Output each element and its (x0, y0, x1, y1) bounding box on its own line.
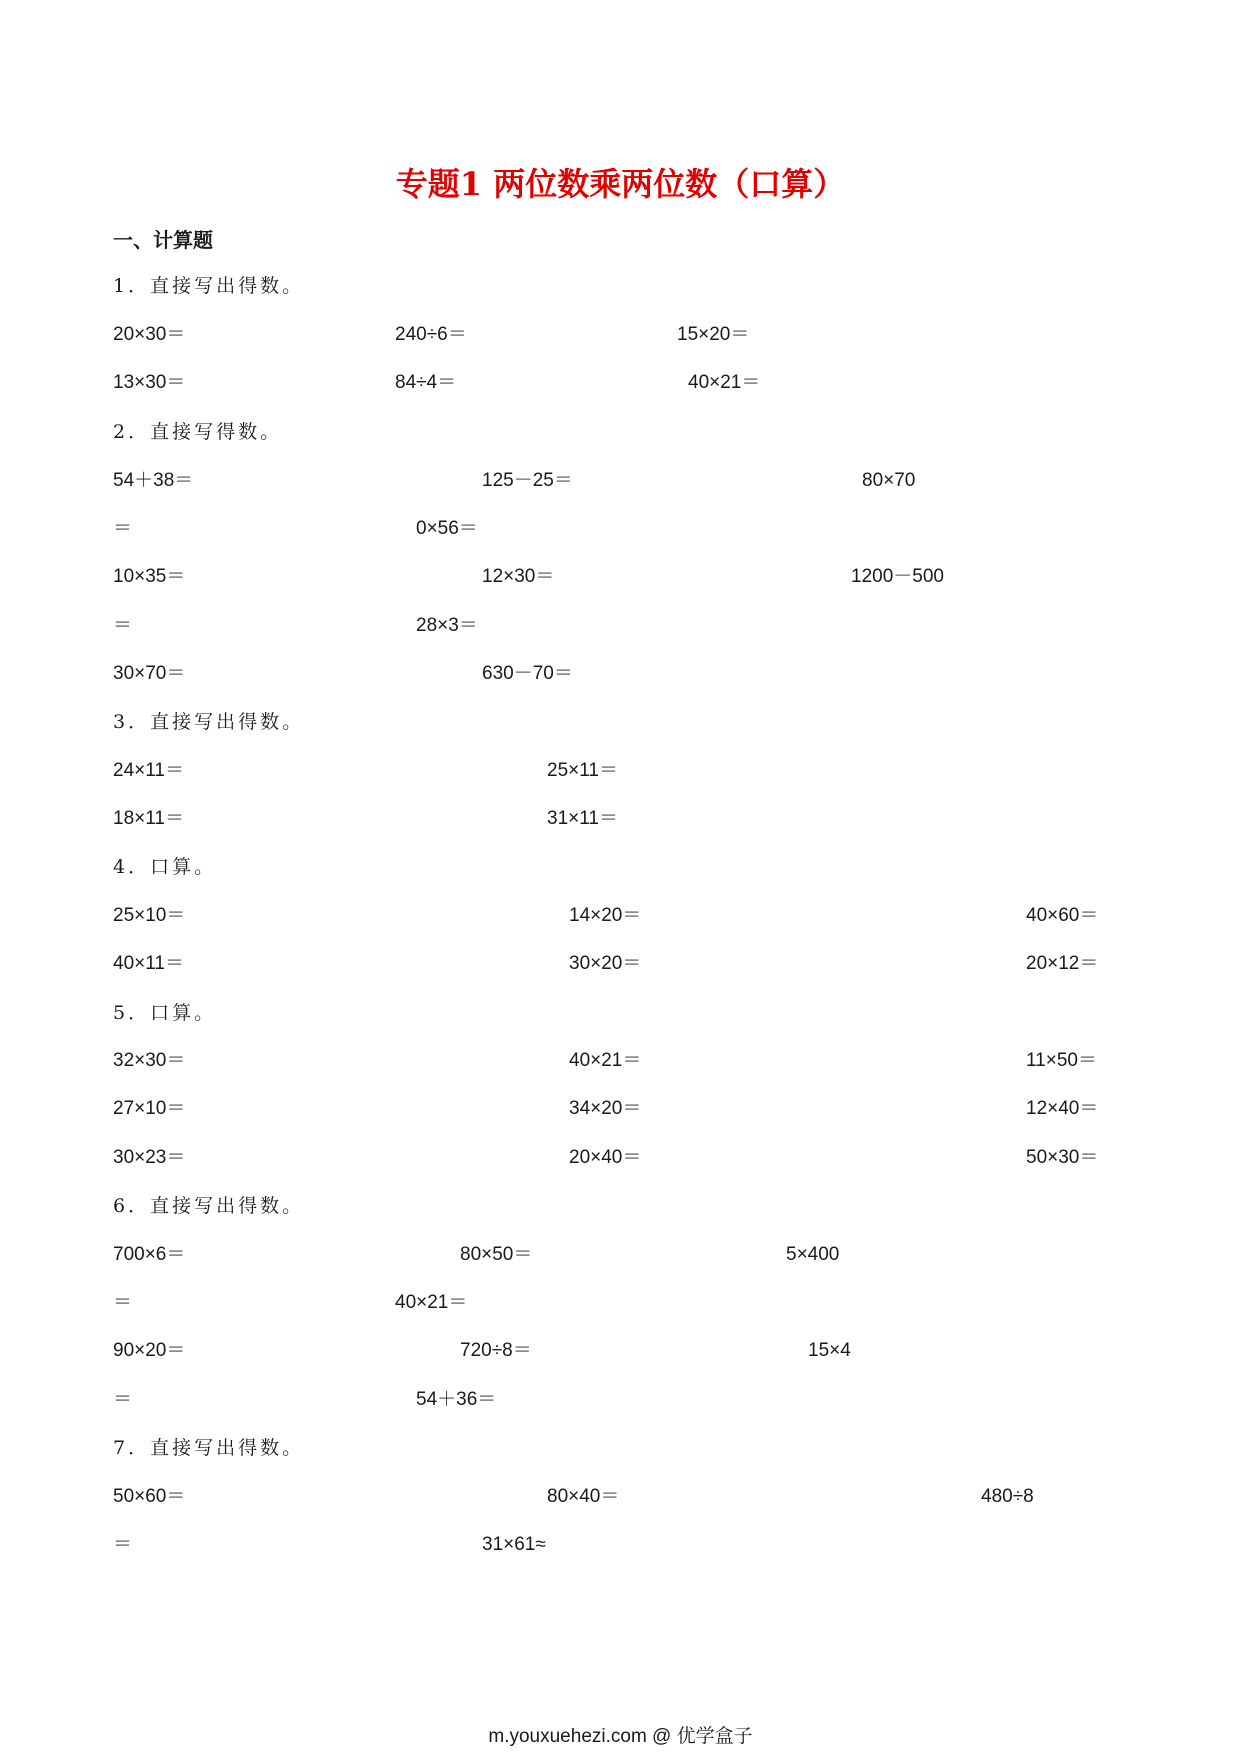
expression: 30×23＝ (113, 1147, 186, 1168)
expression: 50×30＝ (1026, 1147, 1099, 1168)
expression: 125－25＝ (482, 470, 573, 491)
expression: 13×30＝ (113, 372, 186, 393)
expression: 30×20＝ (569, 953, 642, 974)
footer-watermark: m.youxuehezi.com @ 优学盒子 (488, 1726, 753, 1747)
expression: 15×4 (808, 1340, 851, 1361)
expression: 700×6＝ (113, 1244, 186, 1265)
expression: 720÷8＝ (460, 1340, 532, 1361)
expression: ＝ (113, 615, 133, 636)
question-heading: 7．直接写出得数。 (113, 1437, 305, 1459)
expression: 28×3＝ (416, 615, 478, 636)
expression: 40×11＝ (113, 953, 184, 974)
expression: 18×11＝ (113, 808, 184, 829)
expression: 80×50＝ (460, 1244, 533, 1265)
expression: ＝ (113, 518, 133, 539)
question-heading: 1．直接写出得数。 (113, 275, 305, 297)
question-heading: 4．口算。 (113, 856, 217, 878)
expression: 34×20＝ (569, 1098, 642, 1119)
expression: 27×10＝ (113, 1098, 186, 1119)
expression: 0×56＝ (416, 518, 478, 539)
section-heading: 一、计算题 (113, 228, 213, 252)
expression: 31×11＝ (547, 808, 618, 829)
expression: 90×20＝ (113, 1340, 186, 1361)
expression: 5×400 (786, 1244, 840, 1265)
expression: 40×21＝ (688, 372, 761, 393)
expression: 20×12＝ (1026, 953, 1099, 974)
expression: 25×11＝ (547, 760, 618, 781)
expression: 480÷8 (981, 1486, 1034, 1507)
expression: 14×20＝ (569, 905, 642, 926)
expression: ＝ (113, 1292, 133, 1313)
expression: 12×40＝ (1026, 1098, 1099, 1119)
expression: 40×21＝ (395, 1292, 468, 1313)
expression: 25×10＝ (113, 905, 186, 926)
expression: 32×30＝ (113, 1050, 186, 1071)
expression: 20×40＝ (569, 1147, 642, 1168)
expression: 54＋36＝ (416, 1389, 497, 1410)
question-heading: 2．直接写得数。 (113, 421, 283, 443)
expression: 80×70 (862, 470, 916, 491)
expression: 12×30＝ (482, 566, 555, 587)
expression: 20×30＝ (113, 324, 186, 345)
question-heading: 3．直接写出得数。 (113, 711, 305, 733)
question-heading: 6．直接写出得数。 (113, 1195, 305, 1217)
expression: ＝ (113, 1534, 133, 1555)
expression: 54＋38＝ (113, 470, 194, 491)
question-heading: 5．口算。 (113, 1002, 217, 1024)
expression: 630－70＝ (482, 663, 573, 684)
expression: 24×11＝ (113, 760, 184, 781)
expression: 30×70＝ (113, 663, 186, 684)
expression: 40×21＝ (569, 1050, 642, 1071)
expression: 1200－500 (851, 566, 944, 587)
expression: 40×60＝ (1026, 905, 1099, 926)
expression: 50×60＝ (113, 1486, 186, 1507)
expression: 80×40＝ (547, 1486, 620, 1507)
expression: 31×61≈ (482, 1534, 546, 1555)
expression: 15×20＝ (677, 324, 750, 345)
expression: 84÷4＝ (395, 372, 457, 393)
expression: 10×35＝ (113, 566, 186, 587)
expression: 11×50＝ (1026, 1050, 1097, 1071)
expression: ＝ (113, 1389, 133, 1410)
page-title: 专题1 两位数乘两位数（口算） (395, 165, 846, 203)
expression: 240÷6＝ (395, 324, 467, 345)
